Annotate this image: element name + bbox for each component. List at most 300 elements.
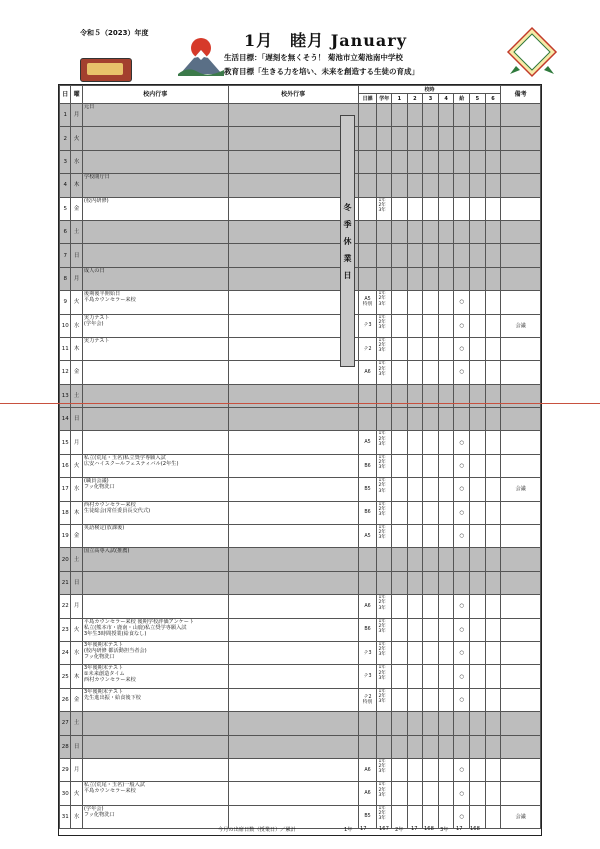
grade-labels [377, 314, 392, 337]
period-cell [423, 431, 439, 454]
period-cell [485, 782, 501, 805]
day-number: 29 [60, 758, 71, 781]
period-cell [423, 758, 439, 781]
day-row [60, 150, 541, 173]
note: 会議 [501, 314, 541, 337]
grade-label: 3年 [378, 348, 386, 354]
day-number: 8 [60, 267, 71, 290]
period-cell [407, 174, 423, 197]
period-cell [392, 291, 408, 314]
period-cell [423, 244, 439, 267]
day-number: 6 [60, 220, 71, 243]
period-cell [407, 595, 423, 618]
period-cell [438, 384, 454, 407]
weekday: 土 [71, 712, 82, 735]
school-event: 後期後半開始日 平島カウンセラー来校 [82, 291, 228, 314]
day-number: 5 [60, 197, 71, 220]
period-cell [485, 291, 501, 314]
period-cell [454, 104, 470, 127]
grade-labels [377, 244, 392, 267]
day-row [60, 244, 541, 267]
day-row [60, 548, 541, 571]
period-cell [485, 337, 501, 360]
mount-fuji-sunrise-illustration [178, 30, 224, 76]
outside-event [228, 478, 358, 501]
header-period-3: 3 [423, 94, 439, 104]
grade-label: 2年 [378, 202, 386, 208]
period-cell [392, 758, 408, 781]
period-cell [438, 408, 454, 431]
period-cell [485, 267, 501, 290]
period-cell [438, 478, 454, 501]
period-cell [485, 431, 501, 454]
period-cell [485, 220, 501, 243]
school-event [82, 712, 228, 735]
period-cell [392, 595, 408, 618]
period-cell: ○ [454, 525, 470, 548]
grade-label: 1年 [378, 618, 386, 624]
period-cell [438, 665, 454, 688]
grade-label: 1年 [378, 197, 386, 203]
period-cell [485, 361, 501, 384]
period-cell [392, 735, 408, 758]
day-number: 28 [60, 735, 71, 758]
schedule-code [358, 244, 377, 267]
outside-event [228, 501, 358, 524]
period-cell [485, 525, 501, 548]
period-cell [423, 220, 439, 243]
grade-label: 1年 [378, 431, 386, 437]
note: 会議 [501, 805, 541, 828]
grade-label: 1年 [378, 478, 386, 484]
grade-label: 1年 [378, 361, 386, 367]
weekday: 水 [71, 805, 82, 828]
note [501, 571, 541, 594]
period-cell [407, 478, 423, 501]
day-number: 21 [60, 571, 71, 594]
day-row [60, 525, 541, 548]
period-cell [407, 525, 423, 548]
period-cell [438, 454, 454, 477]
grade-label: 3年 [378, 629, 386, 634]
day-number: 18 [60, 501, 71, 524]
weekday: 金 [71, 525, 82, 548]
weekday: 土 [71, 384, 82, 407]
grade-labels [377, 478, 392, 501]
grade-labels [377, 712, 392, 735]
note [501, 665, 541, 688]
grade-labels [377, 665, 392, 688]
period-cell [470, 127, 486, 150]
weekday: 金 [71, 197, 82, 220]
period-cell [407, 267, 423, 290]
schedule-code [358, 127, 377, 150]
period-cell [454, 384, 470, 407]
school-event [82, 735, 228, 758]
period-cell [485, 665, 501, 688]
outside-event [228, 595, 358, 618]
period-cell [438, 571, 454, 594]
school-event [82, 758, 228, 781]
day-number: 27 [60, 712, 71, 735]
grade-labels [377, 267, 392, 290]
period-cell [470, 571, 486, 594]
period-cell [392, 408, 408, 431]
schedule-code: テ3 [358, 665, 377, 688]
outside-event [228, 384, 358, 407]
outside-event [228, 267, 358, 290]
school-event [82, 361, 228, 384]
outside-event [228, 571, 358, 594]
period-cell [392, 712, 408, 735]
note [501, 501, 541, 524]
note [501, 150, 541, 173]
period-cell [407, 501, 423, 524]
period-cell [392, 431, 408, 454]
period-cell [470, 758, 486, 781]
day-row [60, 220, 541, 243]
period-cell [423, 150, 439, 173]
schedule-code: B5 [358, 478, 377, 501]
day-row [60, 595, 541, 618]
grade-label: 3年 [378, 535, 386, 541]
outside-event [228, 197, 358, 220]
period-cell [407, 408, 423, 431]
period-cell [470, 291, 486, 314]
period-cell [485, 758, 501, 781]
period-cell [485, 478, 501, 501]
schedule-code [358, 735, 377, 758]
period-cell [470, 712, 486, 735]
period-cell: ○ [454, 431, 470, 454]
grade-label: 2年 [378, 296, 386, 302]
period-cell [423, 337, 439, 360]
note [501, 758, 541, 781]
school-event: 国立高専入試(推薦) [82, 548, 228, 571]
schedule-code: テ2 特別 [358, 688, 377, 711]
grade-label: 1年 [378, 805, 386, 811]
grade1-days: 17 [360, 826, 367, 832]
day-number: 9 [60, 291, 71, 314]
schedule-code: A6 [358, 782, 377, 805]
outside-event [228, 220, 358, 243]
period-cell [485, 104, 501, 127]
grade-labels [377, 618, 392, 641]
period-cell [392, 197, 408, 220]
grade-label: 2年 [378, 764, 386, 770]
header-weekday: 曜 [71, 86, 82, 104]
period-cell [470, 641, 486, 664]
grade-labels [377, 408, 392, 431]
period-cell [407, 104, 423, 127]
grade-labels [377, 571, 392, 594]
header-grade: 学年 [377, 94, 392, 104]
grade2-label: 2年 [395, 827, 404, 833]
period-cell [438, 688, 454, 711]
period-cell [438, 641, 454, 664]
period-cell: ○ [454, 454, 470, 477]
grade-label: 1年 [378, 314, 386, 320]
school-event: 実力テスト (学年会) [82, 314, 228, 337]
period-cell [423, 104, 439, 127]
period-cell: ○ [454, 361, 470, 384]
school-event: 西村カウンセラー来校 生徒総会(常任委員長交代式) [82, 501, 228, 524]
weekday: 金 [71, 688, 82, 711]
school-event [82, 384, 228, 407]
winter-break-char: 冬 [343, 202, 352, 212]
period-cell [485, 174, 501, 197]
period-cell [423, 688, 439, 711]
period-cell [470, 735, 486, 758]
period-cell [438, 525, 454, 548]
grade1-cumulative: 167 [379, 826, 389, 832]
schedule-code [358, 571, 377, 594]
period-cell [423, 501, 439, 524]
period-cell [407, 337, 423, 360]
outside-event [228, 758, 358, 781]
period-cell [407, 618, 423, 641]
period-cell [454, 267, 470, 290]
period-cell [485, 314, 501, 337]
grade-labels [377, 454, 392, 477]
education-goal: 教育目標「生きる力を培い、未来を創造する生徒の育成」 [224, 67, 419, 76]
header-period-4: 4 [438, 94, 454, 104]
schedule-code: B6 [358, 618, 377, 641]
period-cell [438, 712, 454, 735]
period-cell [423, 197, 439, 220]
grade3-days: 17 [456, 826, 463, 832]
weekday: 月 [71, 431, 82, 454]
period-cell [454, 220, 470, 243]
day-number: 20 [60, 548, 71, 571]
grade-label: 2年 [378, 787, 386, 793]
header-period-5: 5 [470, 94, 486, 104]
period-cell [470, 408, 486, 431]
day-row [60, 384, 541, 407]
grade-label: 3年 [378, 207, 386, 213]
period-cell [454, 548, 470, 571]
note: 会議 [501, 478, 541, 501]
grade-label: 2年 [378, 319, 386, 325]
grade-label: 3年 [378, 675, 386, 681]
grade-label: 2年 [378, 460, 386, 466]
day-row [60, 665, 541, 688]
school-event [82, 127, 228, 150]
day-number: 7 [60, 244, 71, 267]
outside-event [228, 337, 358, 360]
period-cell [470, 314, 486, 337]
period-cell [485, 454, 501, 477]
schedule-code [358, 267, 377, 290]
grade-labels [377, 595, 392, 618]
grade-label: 1年 [378, 525, 386, 531]
weekday: 木 [71, 337, 82, 360]
period-cell: ○ [454, 641, 470, 664]
grade-label: 3年 [378, 301, 386, 307]
period-cell [438, 150, 454, 173]
schedule-code: A5 [358, 525, 377, 548]
period-cell [485, 688, 501, 711]
grade-labels [377, 104, 392, 127]
period-cell [438, 197, 454, 220]
period-cell [407, 571, 423, 594]
outside-event [228, 641, 358, 664]
note [501, 712, 541, 735]
period-cell [470, 618, 486, 641]
day-number: 19 [60, 525, 71, 548]
period-cell [423, 712, 439, 735]
period-cell [392, 665, 408, 688]
grade-label: 3年 [378, 371, 386, 377]
grade-labels [377, 174, 392, 197]
period-cell [438, 244, 454, 267]
header-period-1: 1 [392, 94, 408, 104]
note [501, 384, 541, 407]
fold-line [0, 403, 600, 404]
grade-labels [377, 548, 392, 571]
period-cell [423, 408, 439, 431]
grade-label: 3年 [378, 792, 386, 798]
weekday: 火 [71, 127, 82, 150]
period-cell [407, 431, 423, 454]
schedule-code [358, 408, 377, 431]
school-event: 3年後期末テスト (校内研修 都活動担当者会) フッ化物洗口 [82, 641, 228, 664]
grade-label: 3年 [378, 769, 386, 775]
header-period-2: 2 [407, 94, 423, 104]
period-cell [454, 244, 470, 267]
note [501, 337, 541, 360]
note [501, 197, 541, 220]
header-periods: 校時 [358, 86, 501, 94]
header-period-6: 6 [485, 94, 501, 104]
grade-label: 1年 [378, 782, 386, 788]
weekday: 月 [71, 758, 82, 781]
period-cell: ○ [454, 314, 470, 337]
grade-labels [377, 291, 392, 314]
weekday: 日 [71, 244, 82, 267]
weekday: 火 [71, 782, 82, 805]
period-cell [392, 244, 408, 267]
schedule-code: テ3 [358, 641, 377, 664]
period-cell [407, 454, 423, 477]
period-cell [485, 712, 501, 735]
period-cell: ○ [454, 782, 470, 805]
day-row [60, 127, 541, 150]
weekday: 木 [71, 501, 82, 524]
period-cell [423, 548, 439, 571]
grade-labels [377, 758, 392, 781]
period-cell [470, 501, 486, 524]
header-lunch: 給 [454, 94, 470, 104]
note [501, 244, 541, 267]
school-event: 学校閉庁日 [82, 174, 228, 197]
school-event: 実力テスト [82, 337, 228, 360]
period-cell: ○ [454, 618, 470, 641]
day-number: 2 [60, 127, 71, 150]
period-cell [407, 361, 423, 384]
period-cell [470, 150, 486, 173]
period-cell [485, 384, 501, 407]
period-cell: ○ [454, 665, 470, 688]
grade-labels [377, 197, 392, 220]
outside-event [228, 735, 358, 758]
period-cell [423, 735, 439, 758]
period-cell [470, 665, 486, 688]
grade-label: 2年 [378, 506, 386, 512]
day-number: 1 [60, 104, 71, 127]
schedule-code [358, 174, 377, 197]
period-cell [438, 314, 454, 337]
period-cell [454, 174, 470, 197]
grade2-cumulative: 168 [424, 826, 434, 832]
schedule-code [358, 384, 377, 407]
grade-label: 2年 [378, 670, 386, 676]
day-row [60, 431, 541, 454]
period-cell [392, 688, 408, 711]
period-cell [470, 384, 486, 407]
period-cell: ○ [454, 758, 470, 781]
grade-label: 1年 [378, 595, 386, 601]
school-event: (学年会) フッ化物洗口 [82, 805, 228, 828]
period-cell [407, 244, 423, 267]
grade-labels [377, 337, 392, 360]
grade-label: 3年 [378, 605, 386, 611]
weekday: 水 [71, 478, 82, 501]
note [501, 291, 541, 314]
day-number: 12 [60, 361, 71, 384]
period-cell [392, 641, 408, 664]
period-cell [392, 501, 408, 524]
outside-event [228, 244, 358, 267]
period-cell [407, 782, 423, 805]
school-event: 私立(荒尾・玉名)私立奨学専願入試 広安ハイスクールフェスティバル(2年生) [82, 454, 228, 477]
day-row [60, 782, 541, 805]
life-goal: 生活目標：「遅刻を無くそう！ 菊池市立菊池南中学校 [224, 53, 403, 62]
outside-event [228, 127, 358, 150]
day-number: 17 [60, 478, 71, 501]
period-cell [407, 548, 423, 571]
note [501, 782, 541, 805]
period-cell [423, 782, 439, 805]
schedule-code [358, 548, 377, 571]
schedule-code: A6 [358, 758, 377, 781]
day-row [60, 478, 541, 501]
period-cell [485, 501, 501, 524]
period-cell [438, 361, 454, 384]
weekday: 木 [71, 174, 82, 197]
outside-event [228, 291, 358, 314]
day-row [60, 408, 541, 431]
grade-label: 1年 [378, 688, 386, 694]
grade-labels [377, 384, 392, 407]
period-cell [407, 384, 423, 407]
period-cell [438, 758, 454, 781]
day-row [60, 104, 541, 127]
grade-label: 2年 [378, 623, 386, 629]
period-cell [407, 197, 423, 220]
period-cell: ○ [454, 478, 470, 501]
grade-label: 3年 [378, 488, 386, 494]
period-cell [438, 267, 454, 290]
note [501, 104, 541, 127]
period-cell [454, 712, 470, 735]
schedule-code: B5 [358, 805, 377, 828]
period-cell [454, 735, 470, 758]
note [501, 174, 541, 197]
period-cell: ○ [454, 337, 470, 360]
day-row [60, 571, 541, 594]
schedule-code [358, 104, 377, 127]
